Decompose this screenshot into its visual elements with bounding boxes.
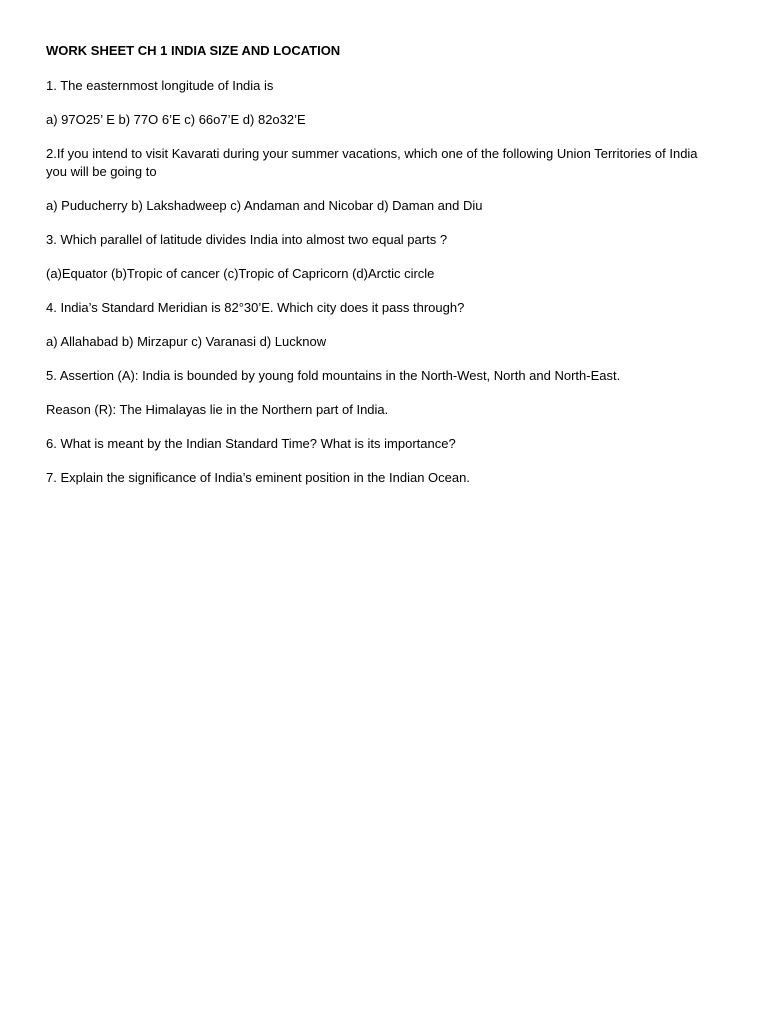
question-4-options: a) Allahabad b) Mirzapur c) Varanasi d) Lucknow (46, 334, 327, 349)
worksheet-page (46, 42, 716, 503)
question-6: 6. What is meant by the Indian Standard Time? What is its importance? (46, 436, 456, 451)
question-2-options: a) Puducherry b) Lakshadweep c) Andaman and Nicobar d) Daman and Diu (46, 198, 483, 213)
question-4: 4. India’s Standard Meridian is 82°30’E. Which city does it pass through? (46, 300, 465, 315)
question-2: 2.If you intend to visit Kavarati during your summer vacations, which one of the following Union Territories of India you will be going to (46, 146, 698, 179)
question-7: 7. Explain the significance of India’s eminent position in the Indian Ocean. (46, 470, 470, 485)
question-5-assertion: 5. Assertion (A): India is bounded by young fold mountains in the North-West, North and North-East. (46, 368, 621, 383)
worksheet-title: WORK SHEET CH 1 INDIA SIZE AND LOCATION (46, 43, 341, 58)
question-3-options: (a)Equator (b)Tropic of cancer (c)Tropic of Capricorn (d)Arctic circle (46, 266, 435, 281)
question-1-options: a) 97O25’ E b) 77O 6’E c) 66o7’E d) 82o32’E (46, 112, 306, 127)
question-3: 3. Which parallel of latitude divides India into almost two equal parts ? (46, 232, 448, 247)
question-1: 1. The easternmost longitude of India is (46, 78, 274, 93)
question-5-reason: Reason (R): The Himalayas lie in the Northern part of India. (46, 402, 389, 417)
